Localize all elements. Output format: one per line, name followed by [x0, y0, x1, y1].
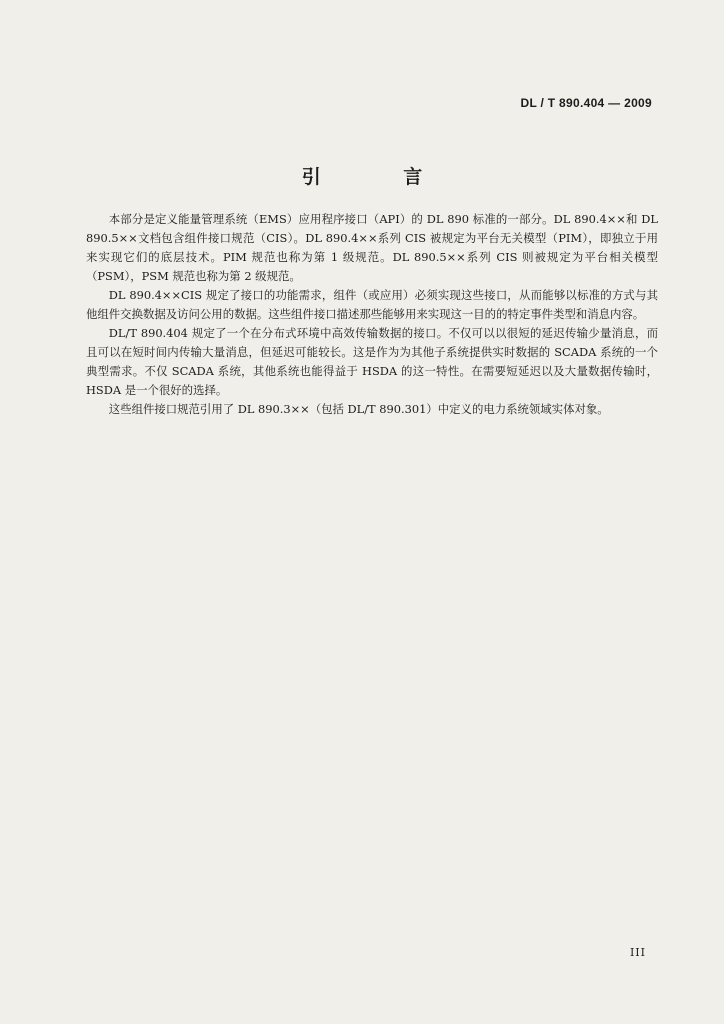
standard-code: DL / T 890.404 — 2009	[520, 96, 652, 110]
paragraph: 这些组件接口规范引用了 DL 890.3××（包括 DL/T 890.301）中定义的电力系统领域实体对象。	[108, 402, 609, 416]
paragraph: 本部分是定义能量管理系统（EMS）应用程序接口（API）的 DL 890 标准的一部分。DL 890.4××和 DL 890.5××文档包含组件接口规范（CIS）。DL 890.4××系列 CIS 被规定为平台无关模型（PIM），即独立于用来实现它们的底层技术。PIM 规范也称为第 1 级规范。DL 890.5××系列 CIS 则被规定为平台相关模型（PSM），PSM 规范也称为第 2 级规范。	[86, 212, 658, 283]
paragraph: DL/T 890.404 规定了一个在分布式环境中高效传输数据的接口。不仅可以以很短的延迟传输少量消息，而且可以在短时间内传输大量消息，但延迟可能较长。这是作为为其他子系统提供实时数据的 SCADA 系统的一个典型需求。不仅 SCADA 系统，其他系统也能得益于 HSDA 的这一特性。在需要短延迟以及大量数据传输时，HSDA 是一个很好的选择。	[86, 326, 658, 397]
paragraph: DL 890.4××CIS 规定了接口的功能需求，组件（或应用）必须实现这些接口，从而能够以标准的方式与其他组件交换数据及访问公用的数据。这些组件接口描述那些能够用来实现这一目的的特定事件类型和消息内容。	[86, 288, 658, 321]
page-number: III	[629, 946, 646, 959]
body-text	[86, 210, 658, 419]
page-title: 引 言	[301, 166, 461, 188]
